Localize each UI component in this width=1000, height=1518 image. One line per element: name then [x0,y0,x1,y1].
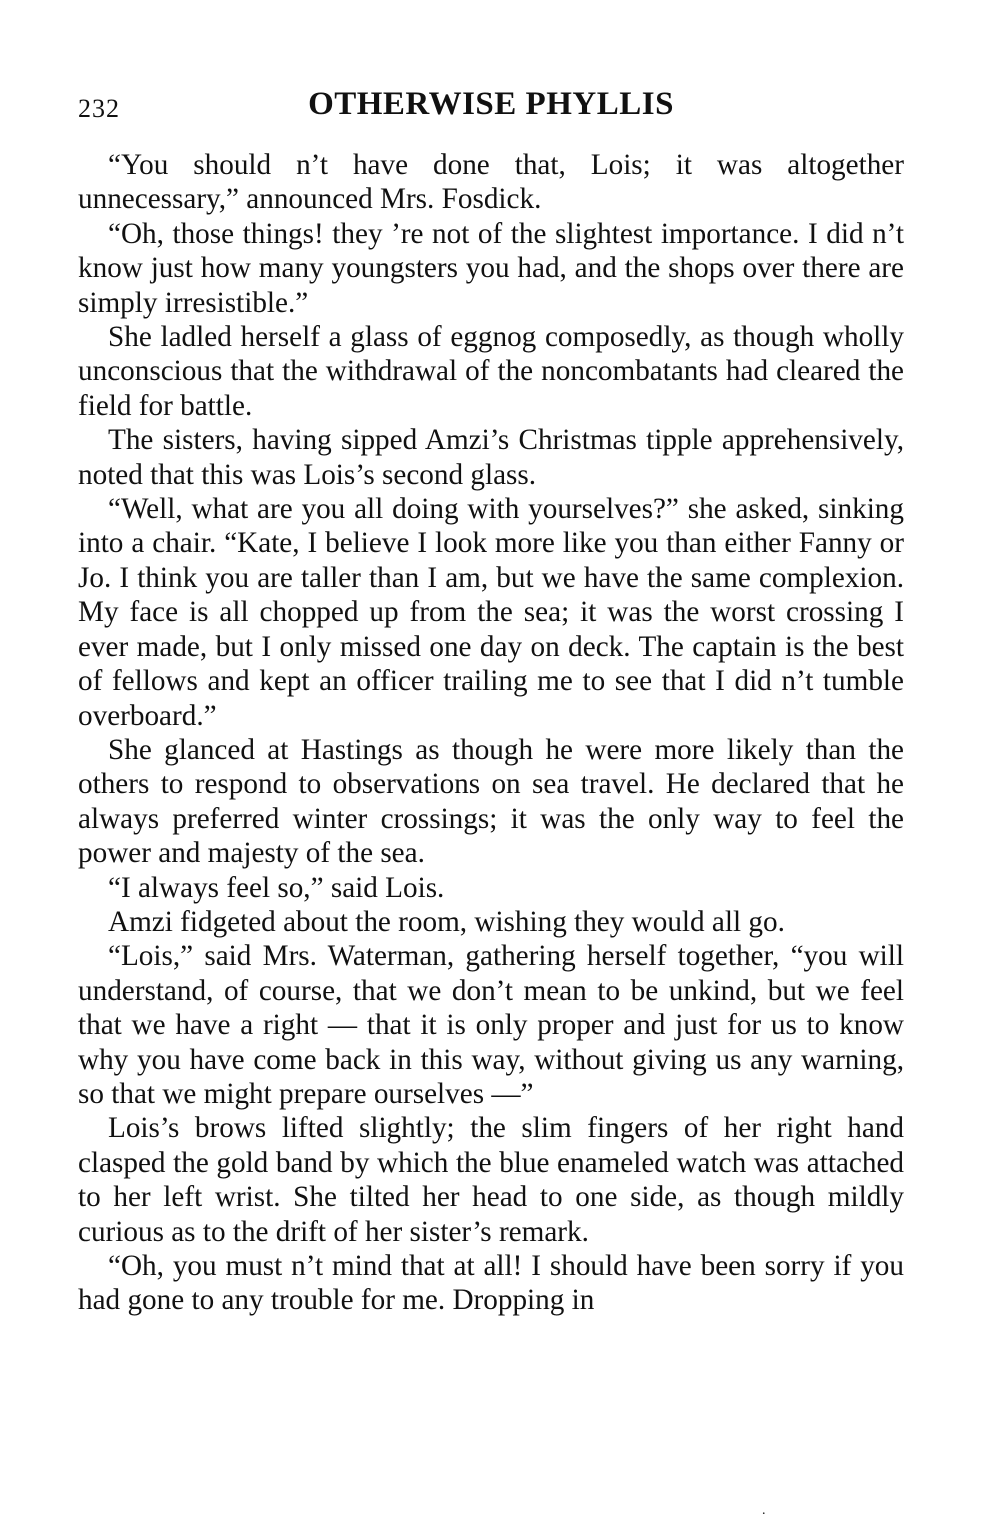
paragraph: “Oh, you must n’t mind that at all! I should have been sorry if you had gone to any trouble for me. Dropping in [78,1250,904,1317]
paragraph: “I always feel so,” said Lois. [108,871,445,904]
running-title: OTHERWISE PHYLLIS [308,86,674,122]
paragraph: The sisters, having sipped Amzi’s Christmas tipple apprehensively, noted that this was Lois’s second glass. [78,424,904,491]
book-page [78,82,904,1318]
page-header [78,82,904,132]
paragraph: She glanced at Hastings as though he were more likely than the others to respond to observations on sea travel. He declared that he always preferred winter crossings; it was the only way to feel the power and majesty of the sea. [78,733,904,870]
paragraph: “Well, what are you all doing with yourselves?” she asked, sinking into a chair. “Kate, I believe I look more like you than either Fanny or Jo. I think you are taller than I am, but we have the same complexion. My face is all chopped up from the sea; it was the worst crossing I ever made, but I only missed one day on deck. The captain is the best of fellows and kept an officer trailing me to see that I did n’t tumble overboard.” [78,493,904,732]
page-number: 232 [78,94,120,123]
print-speck: . [762,1503,766,1518]
body-text [78,148,904,1318]
paragraph: “Oh, those things! they ’re not of the slightest importance. I did n’t know just how many youngsters you had, and the shops over there are simply irresistible.” [78,217,904,319]
paragraph: She ladled herself a glass of eggnog composedly, as though wholly unconscious that the withdrawal of the noncombatants had cleared the field for battle. [78,321,904,422]
paragraph: Amzi fidgeted about the room, wishing they would all go. [108,905,785,938]
paragraph: “You should n’t have done that, Lois; it was altogether unnecessary,” announced Mrs. Fosdick. [78,149,904,216]
paragraph: “Lois,” said Mrs. Waterman, gathering herself together, “you will understand, of course, that we don’t mean to be unkind, but we feel that we have a right — that it is only proper and just for us to know why you have come back in this way, without giving us any warning, so that we might prepare ourselves —” [78,940,904,1110]
paragraph: Lois’s brows lifted slightly; the slim fingers of her right hand clasped the gold band by which the blue enameled watch was attached to her left wrist. She tilted her head to one side, as though mildly curious as to the drift of her sister’s remark. [78,1112,904,1248]
